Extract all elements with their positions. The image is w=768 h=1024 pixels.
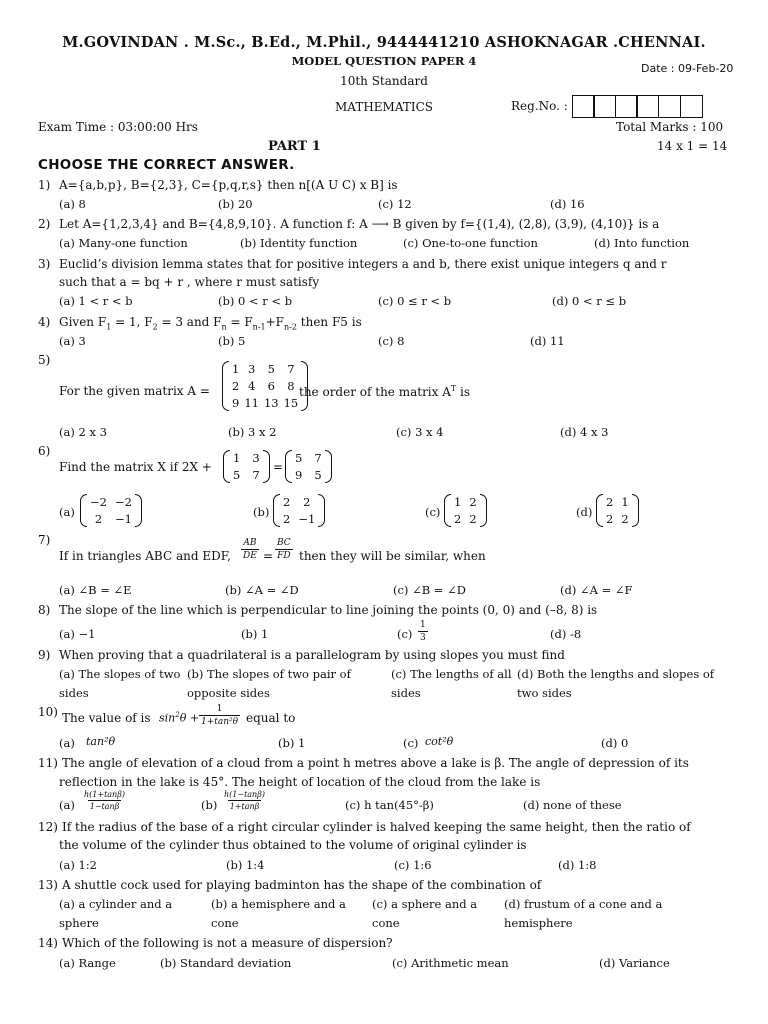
question-number: 5) [38,353,51,367]
question-number: 7) [38,533,51,547]
option-a[interactable]: (a) 8 [59,197,86,211]
option-d-matrix[interactable]: 2 1 2 2 [596,494,639,527]
option-a-fraction[interactable]: $\frac{h(1+\tan\beta)}{1-\tan\beta}$ [84,790,125,811]
question-text: The slope of the line which is perpendicular to line joining the points (0, 0) and (–8, 8) is [59,603,598,617]
question-number: 8) [38,603,51,617]
question-number: 10) [38,705,58,719]
fraction-tan: $\frac{1}{\text{1+tan²θ}}$ [201,704,239,727]
equals-sign: = [263,549,274,563]
author-line: M.GOVINDAN . M.Sc., B.Ed., M.Phil., 9444441210 ASHOKNAGAR .CHENNAI. [62,34,706,51]
question-number: 9) [38,648,51,662]
reg-box[interactable] [572,95,595,118]
option-c[interactable]: (c) ∠B = ∠D [393,583,466,597]
question-text: Let A={1,2,3,4} and B={4,8,9,10}. A function f: A ⟶ B given by f={(1,4), (2,8), (3,9), (4,10)} is a [59,217,660,231]
option-d[interactable]: (d) Variance [599,956,670,970]
option-b-fraction[interactable]: $\frac{h(1-\tan\beta)}{1+\tan\beta}$ [224,790,265,811]
fraction-ab-de: $\frac{AB}{DE}$ [243,538,257,561]
matrix-result: 5 7 9 5 [285,450,332,483]
reg-box[interactable] [680,95,703,118]
option-a[interactable]: (a) 1 < r < b [59,294,133,308]
question-text: If the radius of the base of a right circular cylinder is halved keeping the same height, then the ratio of [62,820,691,834]
reg-no-boxes[interactable] [573,95,703,118]
question-text-cont: the volume of the cylinder thus obtained to the volume of original cylinder is [59,838,527,852]
option-c-matrix[interactable]: 1 2 2 2 [444,494,487,527]
reg-box[interactable] [615,95,638,118]
question-number: 4) [38,315,51,329]
option-b[interactable]: (b) 1:4 [226,858,265,872]
option-a[interactable]: (a) 1:2 [59,858,97,872]
subject: MATHEMATICS [335,100,433,114]
question-number: 11) [38,756,58,770]
expression-sin: $\sin^2\theta$ + [159,711,200,725]
option-d[interactable]: (d) frustum of a cone and a [504,897,663,911]
option-b[interactable]: (b) Standard deviation [160,956,292,970]
option-c[interactable]: (c) 8 [378,334,405,348]
question-number: 12) [38,820,58,834]
option-c[interactable]: (c) [397,627,413,641]
question-text: Find the matrix X if 2X + [59,460,212,474]
option-c[interactable]: (c) [403,736,419,750]
option-d[interactable]: (d) -8 [550,627,582,641]
question-number: 13) [38,878,58,892]
option-c[interactable]: (c) 12 [378,197,412,211]
option-a[interactable]: (a) [59,736,75,750]
option-b[interactable]: (b) 3 x 2 [228,425,277,439]
option-a[interactable]: (a) 3 [59,334,86,348]
reg-no-label: Reg.No. : [511,99,568,113]
option-d[interactable]: (d) 0 [601,736,629,750]
option-c[interactable]: (c) 1:6 [394,858,432,872]
option-c-fraction[interactable]: $\frac{1}{3}$ [420,620,426,643]
fraction-bc-fd: $\frac{BC}{FD}$ [277,538,291,561]
option-b[interactable]: (b) 1 [278,736,306,750]
option-b-cont[interactable]: cone [211,916,239,930]
question-text: Euclid’s division lemma states that for positive integers a and b, there exist unique integers q and r [59,257,667,271]
option-a-label[interactable]: (a) [59,505,75,519]
question-number: 14) [38,936,58,950]
option-a[interactable]: (a) ∠B = ∠E [59,583,132,597]
option-c-cont[interactable]: sides [391,686,421,700]
question-text: The angle of elevation of a cloud from a point h metres above a lake is β. The angle of depression of its [62,756,689,770]
question-text: For the given matrix A = [59,384,210,398]
option-c[interactable]: (c) a sphere and a [372,897,478,911]
option-c[interactable]: (c) 3 x 4 [396,425,444,439]
question-number: 1) [38,178,51,192]
exam-time: Exam Time : 03:00:00 Hrs [38,120,198,134]
part-heading: PART 1 [268,139,321,154]
option-c[interactable]: (c) The lengths of all [391,667,512,681]
question-text: The value of is [62,711,151,725]
option-a[interactable]: (a) 2 x 3 [59,425,107,439]
option-b[interactable]: (b) Identity function [240,236,358,250]
option-d[interactable]: (d) none of these [523,798,622,812]
matrix-given: 1 3 5 7 [223,450,270,483]
option-c[interactable]: (c) 0 ≤ r < b [378,294,452,308]
question-text-cont: reflection in the lake is 45°. The height of location of the cloud from the lake is [59,775,541,789]
option-b[interactable]: (b) 20 [218,197,253,211]
option-a[interactable]: (a) −1 [59,627,96,641]
option-d[interactable]: (d) 1:8 [558,858,597,872]
question-text-cont: the order of the matrix $A^T$ is [299,384,471,399]
option-d[interactable]: (d) 4 x 3 [560,425,609,439]
option-d[interactable]: (d) 11 [530,334,565,348]
option-a[interactable]: (a) [59,798,75,812]
option-b[interactable]: (b) 5 [218,334,246,348]
option-c[interactable]: (c) Arithmetic mean [392,956,509,970]
option-b[interactable]: (b) 0 < r < b [218,294,293,308]
option-a-expr[interactable]: tan²θ [86,735,116,748]
reg-box[interactable] [658,95,681,118]
question-number: 6) [38,444,51,458]
option-a[interactable]: (a) Many-one function [59,236,188,250]
option-b[interactable]: (b) 1 [241,627,269,641]
standard: 10th Standard [340,74,428,88]
question-text: If in triangles ABC and EDF, [59,549,231,563]
matrix-a: 1 3 5 7 2 4 6 8 9 11 13 15 [222,361,308,411]
option-a[interactable]: (a) Range [59,956,116,970]
option-b-cont[interactable]: opposite sides [187,686,270,700]
question-text-cont: equal to [246,711,296,725]
reg-box[interactable] [593,95,616,118]
question-text: When proving that a quadrilateral is a parallelogram by using slopes you must find [59,648,565,662]
question-number: 3) [38,257,51,271]
option-b-matrix[interactable]: 2 2 2 −1 [273,494,325,527]
instruction: CHOOSE THE CORRECT ANSWER. [38,157,295,173]
option-c-cont[interactable]: cone [372,916,400,930]
reg-box[interactable] [636,95,659,118]
option-b[interactable]: (b) [201,798,218,812]
option-a-cont[interactable]: sphere [59,916,99,930]
option-c-expr[interactable]: cot²θ [425,735,454,748]
question-text-cont: such that a = bq + r , where r must satisfy [59,275,320,289]
exam-date: Date : 09-Feb-20 [641,62,734,75]
option-a-matrix[interactable]: −2 −2 2 −1 [80,494,142,527]
question-text: A={a,b,p}, B={2,3}, C={p,q,r,s} then n[(A U C) x B] is [59,178,398,192]
option-a[interactable]: (a) a cylinder and a [59,897,173,911]
option-b[interactable]: (b) The slopes of two pair of [187,667,351,681]
option-a-cont[interactable]: sides [59,686,89,700]
question-text: Given $F_1 = 1$, $F_2 = 3$ and $F_n = F_{n-1}+F_{n-2}$ then F5 is [59,315,362,332]
option-c[interactable]: (c) One-to-one function [403,236,538,250]
option-d-cont[interactable]: hemisphere [504,916,573,930]
question-text-cont: then they will be similar, when [299,549,486,563]
option-d-label[interactable]: (d) [576,505,593,519]
option-a[interactable]: (a) The slopes of two [59,667,181,681]
total-marks: Total Marks : 100 [616,120,724,134]
question-text: A shuttle cock used for playing badminton has the shape of the combination of [62,878,542,892]
option-c[interactable]: (c) h tan(45°-β) [345,798,434,812]
option-d[interactable]: (d) Both the lengths and slopes of [517,667,715,681]
part-marks: 14 x 1 = 14 [657,139,728,153]
paper-title: MODEL QUESTION PAPER 4 [291,54,477,68]
question-number: 2) [38,217,51,231]
question-text: Which of the following is not a measure of dispersion? [62,936,393,950]
option-b[interactable]: (b) a hemisphere and a [211,897,346,911]
option-b[interactable]: (b) ∠A = ∠D [225,583,299,597]
equals-sign: = [273,460,284,474]
option-b-label[interactable]: (b) [253,505,270,519]
option-d[interactable]: (d) 16 [550,197,585,211]
option-d[interactable]: (d) ∠A = ∠F [560,583,633,597]
option-d[interactable]: (d) Into function [594,236,690,250]
option-c-label[interactable]: (c) [425,505,441,519]
option-d[interactable]: (d) 0 < r ≤ b [552,294,627,308]
option-d-cont[interactable]: two sides [517,686,572,700]
